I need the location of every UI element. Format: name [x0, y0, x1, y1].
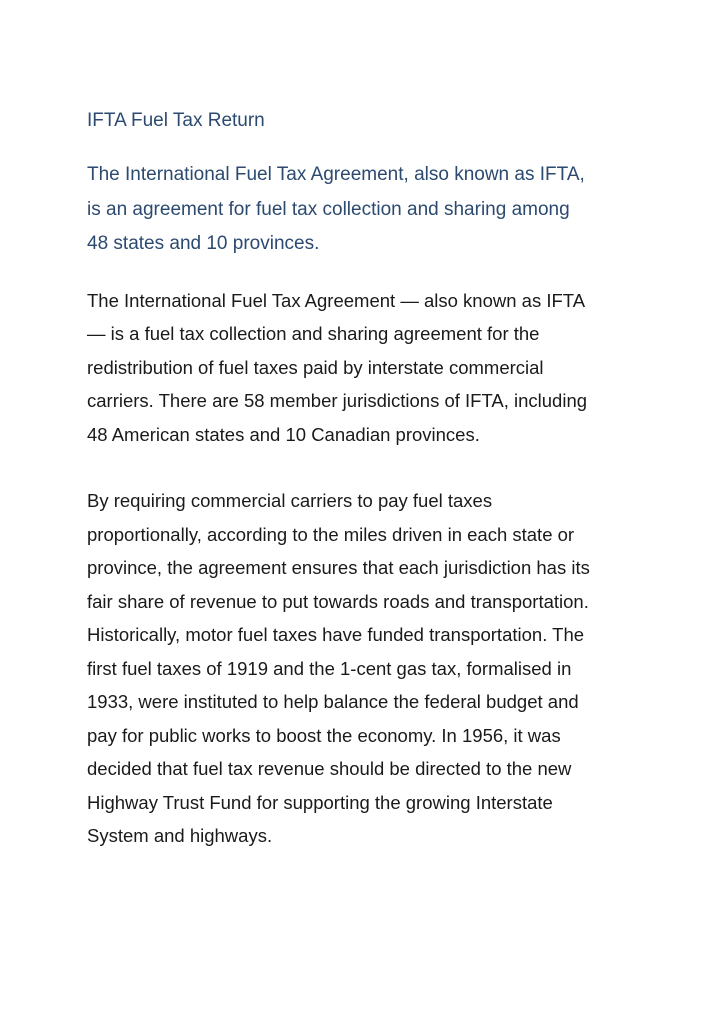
paragraph-line: 48 American states and 10 Canadian provinces.	[87, 423, 480, 445]
paragraph-ifta-overview	[87, 284, 647, 452]
subtitle-line: is an agreement for fuel tax collection and sharing among	[87, 198, 570, 220]
paragraph-line: pay for public works to boost the economy. In 1956, it was	[87, 724, 561, 746]
paragraph-line: province, the agreement ensures that each jurisdiction has its	[87, 557, 590, 578]
paragraph-line: fair share of revenue to put towards roads and transportation.	[87, 590, 589, 612]
document-title: IFTA Fuel Tax Return	[87, 110, 265, 131]
paragraph-line: decided that fuel tax revenue should be directed to the new	[87, 758, 572, 779]
document-content	[87, 104, 647, 853]
document-subtitle	[87, 158, 647, 262]
paragraph-line: 1933, were instituted to help balance the federal budget and	[87, 691, 579, 712]
paragraph-line: By requiring commercial carriers to pay fuel taxes	[87, 490, 493, 511]
paragraph-line: first fuel taxes of 1919 and the 1-cent gas tax, formalised in	[87, 657, 572, 679]
paragraph-line: carriers. There are 58 member jurisdictions of IFTA, including	[87, 390, 588, 411]
paragraph-fuel-tax-history	[87, 484, 647, 853]
paragraph-line: — is a fuel tax collection and sharing agreement for the	[87, 323, 540, 344]
paragraph-line: The International Fuel Tax Agreement — also known as IFTA	[87, 289, 586, 311]
paragraph-line: Historically, motor fuel taxes have funded transportation. The	[87, 624, 585, 645]
paragraph-line: Highway Trust Fund for supporting the growing Interstate	[87, 791, 553, 813]
paragraph-line: redistribution of fuel taxes paid by interstate commercial	[87, 356, 544, 378]
paragraph-line: proportionally, according to the miles driven in each state or	[87, 523, 575, 545]
paragraph-line: System and highways.	[87, 825, 273, 846]
subtitle-line: 48 states and 10 provinces.	[87, 233, 320, 254]
subtitle-line: The International Fuel Tax Agreement, also known as IFTA,	[87, 164, 585, 185]
